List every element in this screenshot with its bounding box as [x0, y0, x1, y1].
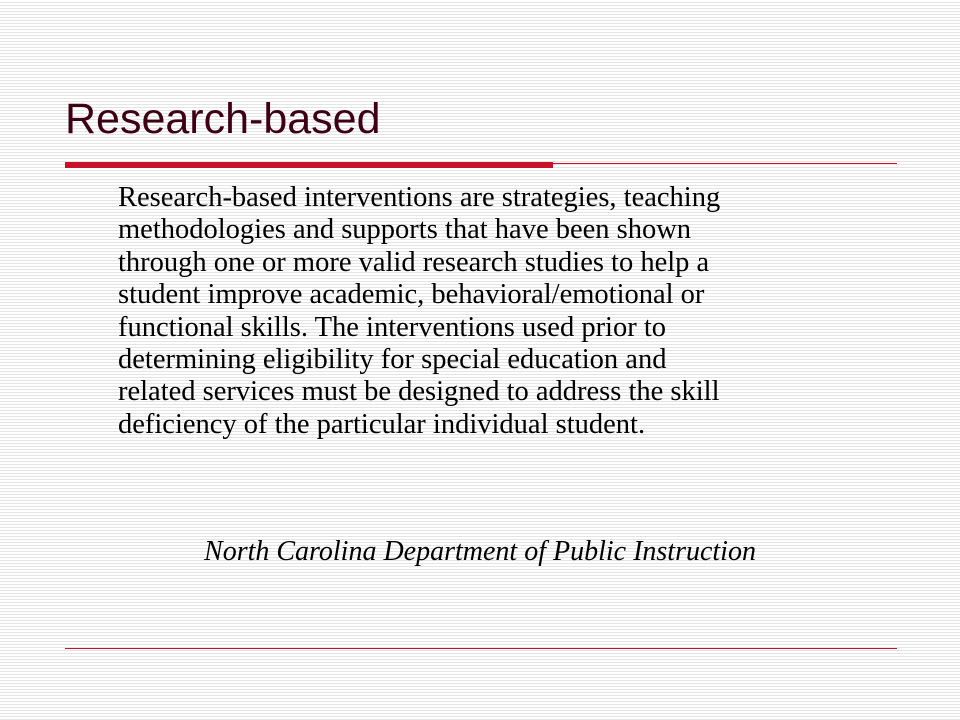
title-underline-rule	[553, 163, 897, 164]
source-attribution: North Carolina Department of Public Instruction	[204, 536, 756, 567]
footer-rule	[65, 648, 897, 649]
definition-paragraph: Research-based interventions are strategies, teaching methodologies and supports that have been shown through one or more valid research studies to help a student improve academic, behavioral/emotional or functional skills. The interventions used prior to determining eligibility for special education and related services must be designed to address the skill deficiency of the particular individual student.	[118, 182, 721, 440]
slide-title: Research-based	[65, 95, 381, 143]
title-underline-bar	[65, 162, 553, 168]
